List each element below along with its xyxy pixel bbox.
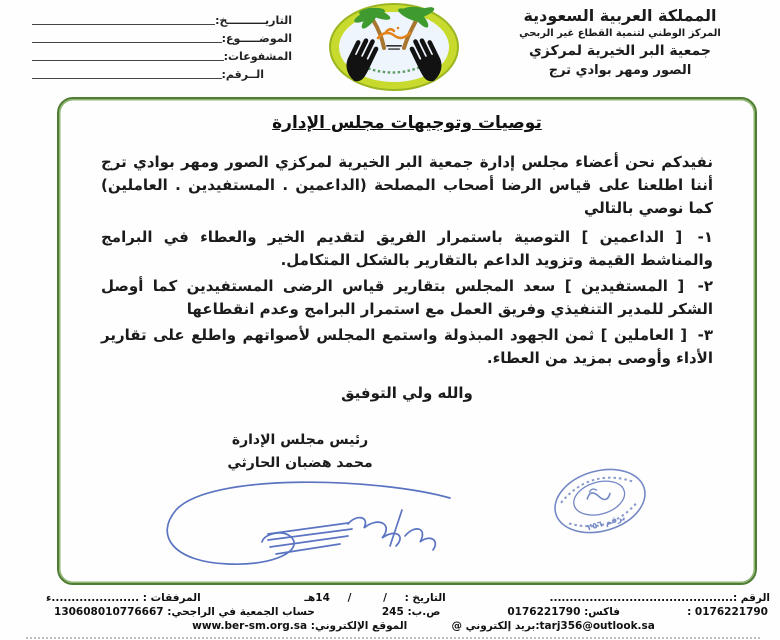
- list-item-3-text: [ العاملين ] ثمن الجهود المبذولة واستمع المجلس لأصواتهم واطلع على تقارير الأداء وأوصى بمزيد من العطاء.: [101, 326, 713, 367]
- footer-attachments-label: المرفقات :: [142, 592, 201, 604]
- footer-date-slash-1: /: [383, 592, 387, 604]
- list-item-3-number: ٣-: [697, 326, 713, 344]
- at-sign-icon: @: [451, 620, 466, 632]
- handwritten-signature: [150, 476, 460, 586]
- list-item-1: [101, 226, 713, 272]
- field-date-label: التاريــــــــــخ:: [215, 14, 292, 27]
- footer-row-3: [40, 620, 772, 634]
- field-attachments: [30, 46, 292, 64]
- field-number: [30, 64, 292, 82]
- footer-account-label: حساب الجمعية في الراجحي:: [167, 606, 315, 618]
- list-item-3: [101, 324, 713, 370]
- letterhead-association: جمعية البر الخيرية لمركزي: [528, 43, 712, 59]
- footer-fax-value: 0176221790: [507, 606, 581, 618]
- field-date-line: [32, 24, 215, 25]
- footer-email-value: :tarj356@outlook.sa: [535, 620, 655, 632]
- letterhead-branch: الصور ومهر بوادي ترج: [548, 63, 692, 78]
- footer-pobox-value: 245: [381, 606, 404, 618]
- footer-fax: [507, 606, 620, 618]
- footer-attachments: [46, 592, 201, 604]
- footer-website: [192, 620, 407, 632]
- footer-pobox: [382, 606, 440, 618]
- field-subject-label: الموضـــــوع:: [221, 32, 292, 45]
- scan-edge-artifact: [26, 637, 760, 639]
- letterhead-country: المملكة العربية السعودية: [523, 6, 717, 25]
- list-item-1-number: ١-: [697, 228, 713, 246]
- footer-email-label: بريد إلكتروني: [465, 620, 536, 632]
- list-item-2-number: ٢-: [697, 277, 713, 295]
- footer-date: [304, 592, 445, 604]
- association-logo-graphic: [328, 2, 460, 92]
- footer-fax-label: فاكس:: [584, 606, 621, 618]
- footer-account-value: 130608010776667: [54, 606, 164, 618]
- letterhead: [466, 6, 774, 78]
- footer-website-value: www.ber-sm.org.sa: [192, 620, 308, 632]
- list-item-2-text: [ المستفيدين ] سعد المجلس بتقارير قياس الرضى المستفيدين كما أوصل الشكر للمدير التنفيذي وفريق العمل مع استمرار البرامج وعدم انقطاعها: [101, 277, 713, 318]
- footer-phone: : 0176221790: [687, 606, 768, 618]
- footer-bank-account: [54, 606, 315, 618]
- signer-name: محمد هضبان الحارثي: [227, 455, 373, 471]
- footer-number-dots: ..............................................: [549, 592, 733, 604]
- footer-row-1: [40, 592, 772, 606]
- footer-number: [549, 592, 770, 604]
- official-stamp: [542, 460, 658, 542]
- closing-phrase: والله ولي التوفيق: [341, 384, 473, 402]
- footer-date-slash-2: /: [347, 592, 352, 604]
- signature-ink: [150, 476, 460, 586]
- footer-row-2: [40, 606, 772, 620]
- footer-number-label: الرقم :: [732, 592, 770, 604]
- letter-title: توصيات وتوجيهات مجلس الإدارة: [272, 113, 542, 133]
- footer-website-label: الموقع الإلكتروني:: [310, 620, 408, 632]
- field-attachments-line: [32, 60, 224, 61]
- field-subject: [30, 28, 292, 46]
- list-item-1-text: [ الداعمين ] التوصية باستمرار الفريق لتقديم الخير والعطاء في البرامج والمناشط القيمة وتزويد الداعم بالتقارير بالشكل المتكامل.: [101, 228, 713, 269]
- footer-attachments-dots: ......................ء: [46, 592, 140, 604]
- stamp-number-text: برقم ٢٥٦: [586, 512, 627, 534]
- signer-title: رئيس مجلس الإدارة: [231, 432, 369, 448]
- footer-date-label: التاريخ :: [404, 592, 446, 604]
- footer-pobox-label: ص.ب:: [407, 606, 441, 618]
- signature-block: [130, 432, 470, 471]
- letter-intro-paragraph: نفيدكم نحن أعضاء مجلس إدارة جمعية البر الخيرية لمركزي الصور ومهر بوادي ترج أننا اطلعنا على قياس الرضا أصحاب المصلحة (الداعمين . المستفيدين . العاملين) كما نوصي بالتالي: [101, 153, 713, 217]
- header-form-fields: [30, 10, 292, 82]
- letterhead-center: المركز الوطني لتنمية القطاع غير الربحي: [519, 28, 721, 39]
- field-attachments-label: المشفوعات:: [223, 50, 292, 63]
- field-subject-line: [32, 42, 222, 43]
- field-number-label: الــرقم:: [221, 68, 264, 81]
- footer-contact-bar: [40, 592, 772, 634]
- field-date: [30, 10, 292, 28]
- list-item-2: [101, 275, 713, 321]
- field-number-line: [32, 78, 222, 79]
- footer-email: [451, 620, 654, 632]
- footer-date-year: 14هـ: [304, 592, 330, 604]
- association-logo: [328, 2, 460, 92]
- official-stamp-graphic: [542, 460, 658, 542]
